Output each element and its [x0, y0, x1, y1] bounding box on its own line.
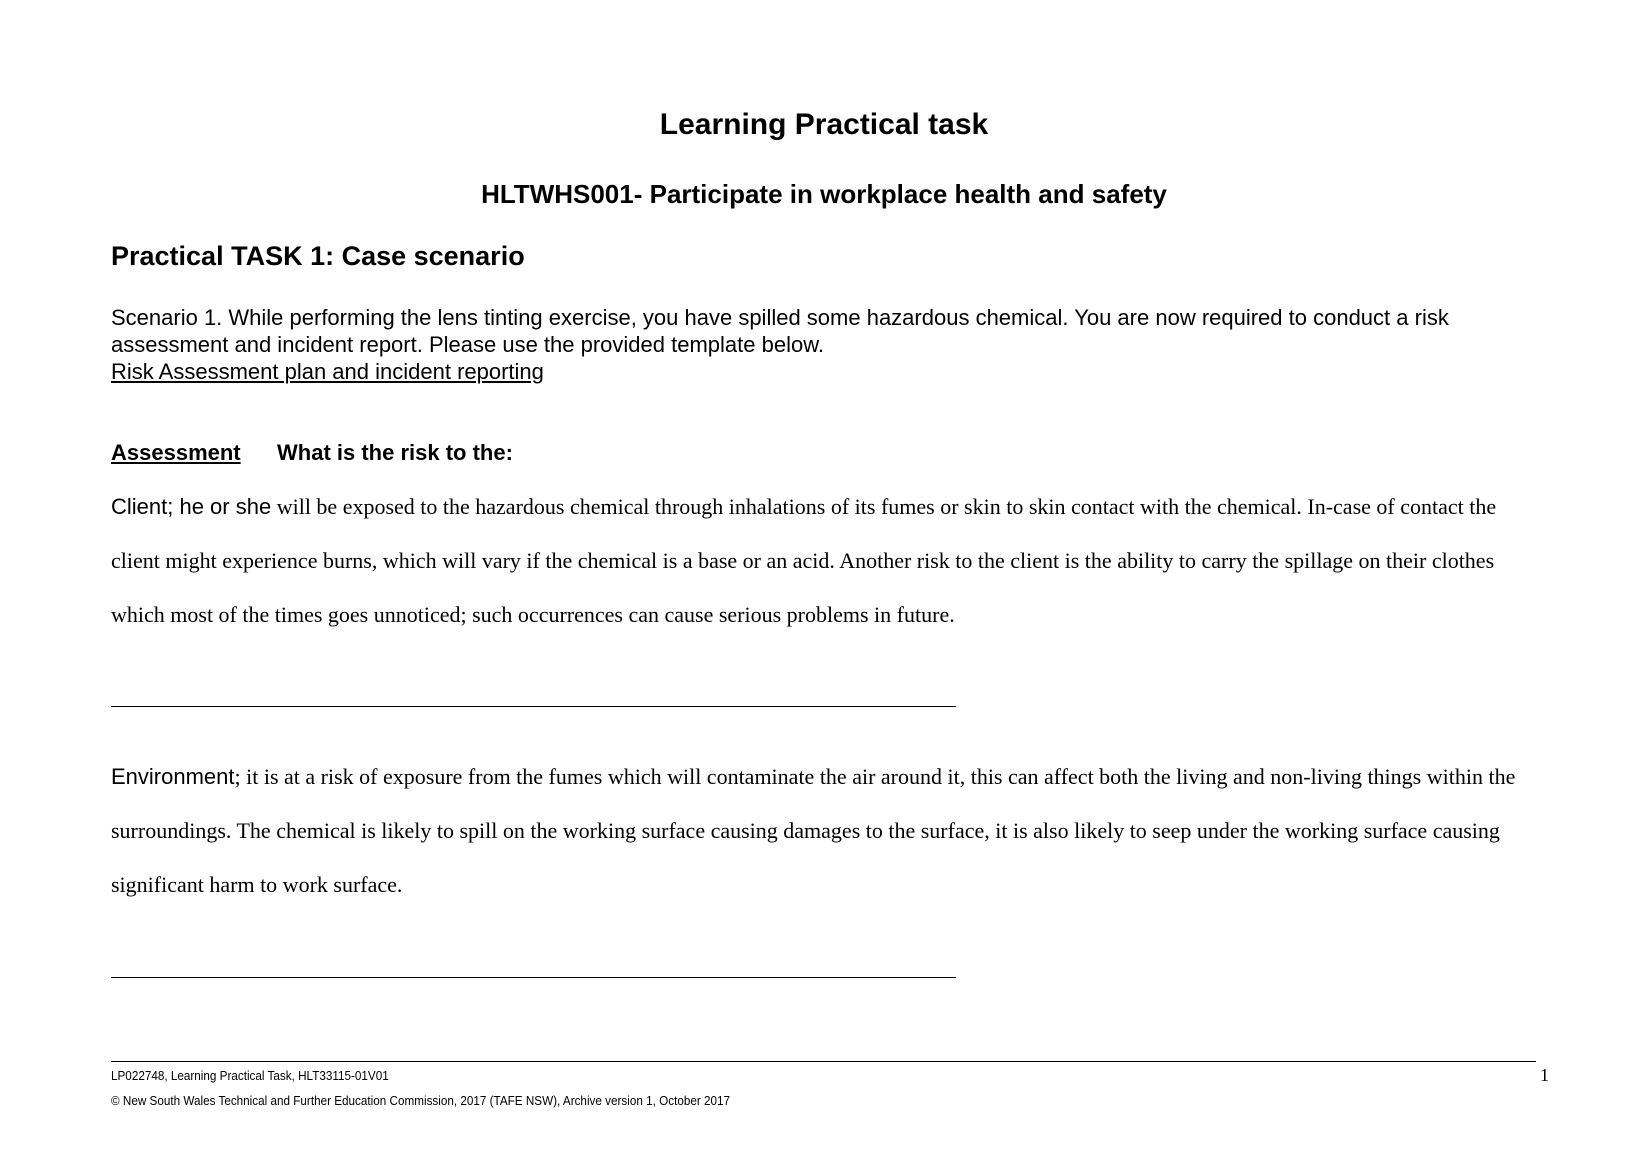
environment-lead: Environment	[111, 764, 235, 789]
assessment-label: Assessment	[111, 440, 241, 465]
unit-subtitle: HLTWHS001- Participate in workplace health and safety	[481, 179, 1167, 209]
environment-risk-text: ; it is at a risk of exposure from the fumes which will contaminate the air around it, this can affect both the living and non-living things within the surroundings. The chemical is likely to spill on the working surface causing damages to the surface, it is also likely to seep under the working surface causing significant harm to work surface.	[111, 764, 1516, 897]
answer-line	[111, 977, 956, 978]
risk-assessment-link[interactable]: Risk Assessment plan and incident reporting	[111, 359, 544, 384]
task-heading: Practical TASK 1: Case scenario	[111, 241, 525, 271]
scenario-text: Scenario 1. While performing the lens tinting exercise, you have spilled some hazardous chemical. You are now required to conduct a risk assessment and incident report. Please use the provided template below.	[111, 305, 1449, 357]
answer-line	[111, 706, 956, 707]
client-lead: Client; he or she	[111, 494, 272, 519]
environment-risk-paragraph	[111, 750, 1541, 912]
document-title: Learning Practical task	[659, 108, 989, 141]
assessment-question: What is the risk to the:	[277, 440, 513, 465]
client-risk-paragraph	[111, 480, 1541, 642]
client-risk-text: will be exposed to the hazardous chemical through inhalations of its fumes or skin to skin contact with the chemical. In-case of contact the client might experience burns, which will vary if the chemical is a base or an acid. Another risk to the client is the ability to carry the spillage on their clothes which most of the times goes unnoticed; such occurrences can cause serious problems in future.	[111, 494, 1497, 627]
footer-reference: LP022748, Learning Practical Task, HLT33115-01V01	[111, 1068, 389, 1083]
footer-copyright: © New South Wales Technical and Further Education Commission, 2017 (TAFE NSW), Archive version 1, October 2017	[111, 1093, 731, 1108]
assessment-row	[111, 440, 513, 466]
scenario-block	[111, 304, 1531, 385]
page-number: 1	[1540, 1065, 1549, 1085]
footer-divider	[111, 1061, 1536, 1062]
